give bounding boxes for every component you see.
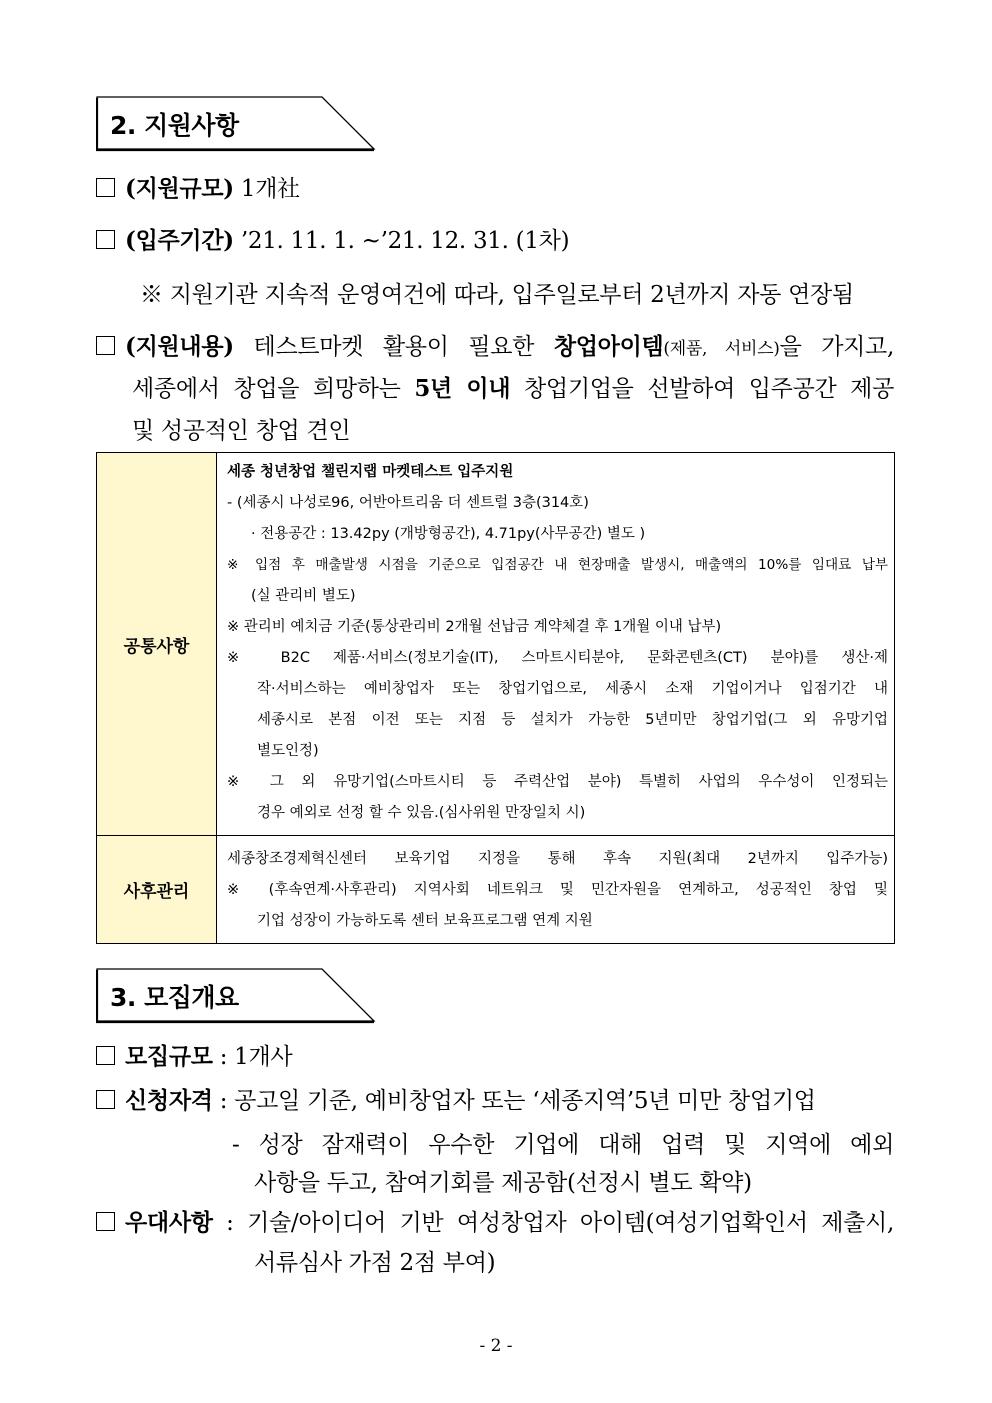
item-preference: 우대사항 : 기술/아이디어 기반 여성창업자 아이템(여성기업확인서 제출시,	[96, 1204, 894, 1237]
info-table	[96, 452, 895, 944]
row-content-common	[217, 453, 895, 836]
item-support-scale: (지원규모) 1개社	[96, 170, 300, 203]
item-support-content: (지원내용) 테스트마켓 활용이 필요한 창업아이템(제품, 서비스)을 가지고,	[96, 328, 894, 361]
support-content-line2: 세종에서 창업을 희망하는 5년 이내 창업기업을 선발하여 입주공간 제공	[132, 375, 894, 402]
table-line: · 전용공간 : 13.42py (개방형공간), 4.71py(사무공간) 별도 )	[251, 526, 646, 542]
table-line: 세종시로 본점 이전 또는 지점 등 설치가 가능한 5년미만 창업기업(그 외 유망기업	[257, 712, 888, 728]
checkbox-square-icon	[96, 336, 115, 355]
table-line: 세종창조경제혁신센터 보육기업 지정을 통해 후속 지원(최대 2년까지 입주가능)	[227, 851, 888, 867]
checkbox-square-icon	[96, 178, 115, 197]
table-line: ※ 관리비 예치금 기준(통상관리비 2개월 선납금 계약체결 후 1개월 이내 납부)	[227, 619, 722, 635]
section-title: 2. 지원사항	[110, 111, 239, 140]
section-title: 3. 모집개요	[110, 983, 239, 1012]
table-row	[97, 836, 895, 944]
table-line: 경우 예외로 선정 할 수 있음.(심사위원 만장일치 시)	[257, 805, 586, 821]
table-line: ※ 그 외 유망기업(스마트시티 등 주력산업 분야) 특별히 사업의 우수성이 인정되는	[227, 774, 888, 790]
table-line: ※ (후속연계·사후관리) 지역사회 네트워크 및 민간자원을 연계하고, 성공적인 창업 및	[227, 882, 888, 898]
checkbox-square-icon	[96, 1212, 115, 1231]
preference-line2: 서류심사 가점 2점 부여)	[254, 1250, 496, 1276]
item-eligibility: 신청자격 : 공고일 기준, 예비창업자 또는 ‘세종지역’5년 미만 창업기업	[96, 1082, 816, 1115]
row-content-aftercare	[217, 836, 895, 944]
row-label-common: 공통사항	[97, 453, 217, 836]
item-move-in-period: (입주기간) ’21. 11. 1. ~’21. 12. 31. (1차)	[96, 222, 569, 255]
table-line: 별도인정)	[257, 743, 319, 759]
section-header-3	[96, 968, 376, 1024]
checkbox-square-icon	[96, 1090, 115, 1109]
row-label-aftercare: 사후관리	[97, 836, 217, 944]
checkbox-square-icon	[96, 1046, 115, 1065]
checkbox-square-icon	[96, 230, 115, 249]
table-line: 세종 청년창업 챌린지랩 마켓테스트 입주지원	[227, 464, 514, 480]
table-line: ※ 입점 후 매출발생 시점을 기준으로 입점공간 내 현장매출 발생시, 매출액의 10%를 임대료 납부	[227, 557, 888, 573]
item-recruit-scale: 모집규모 : 1개사	[96, 1038, 292, 1071]
table-row	[97, 453, 895, 836]
eligibility-sub2: 사항을 두고, 참여기회를 제공함(선정시 별도 확약)	[254, 1170, 752, 1196]
note-extension: ※ 지원기관 지속적 운영여건에 따라, 입주일로부터 2년까지 자동 연장됨	[140, 282, 854, 308]
table-line: - (세종시 나성로96, 어반아트리움 더 센트럴 3층(314호)	[227, 495, 589, 511]
eligibility-sub1: - 성장 잠재력이 우수한 기업에 대해 업력 및 지역에 예외	[232, 1132, 894, 1158]
table-line: 기업 성장이 가능하도록 센터 보육프로그램 연계 지원	[257, 913, 593, 929]
section-header-2	[96, 96, 376, 152]
table-line: (실 관리비 별도)	[251, 588, 356, 604]
table-line: ※ B2C 제품·서비스(정보기술(IT), 스마트시티분야, 문화콘텐츠(CT) 분야)를 생산·제	[227, 650, 888, 666]
table-line: 작·서비스하는 예비창업자 또는 창업기업으로, 세종시 소재 기업이거나 입점기간 내	[257, 681, 888, 697]
support-content-line3: 및 성공적인 창업 견인	[132, 418, 351, 444]
page-number: - 2 -	[479, 1336, 513, 1356]
